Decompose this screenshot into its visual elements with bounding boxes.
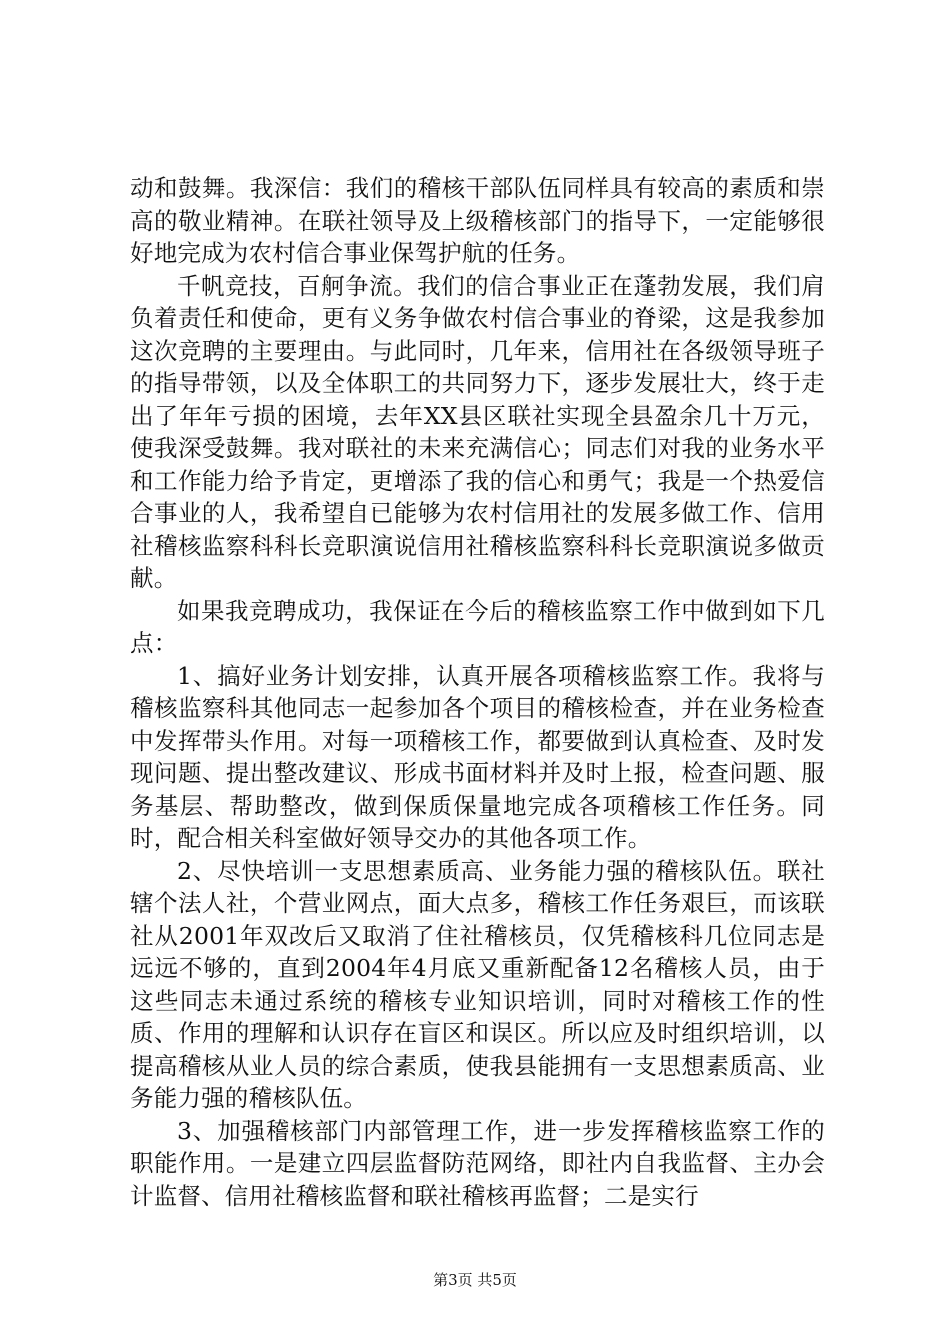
paragraph-commitment-intro: 如果我竞聘成功，我保证在今后的稽核监察工作中做到如下几点：	[130, 596, 825, 657]
paragraph-point-2: 2、尽快培训一支思想素质高、业务能力强的稽核队伍。联社辖个法人社，个营业网点，面大点多，稽核工作任务艰巨，而该联社从2001年双改后又取消了住社稽核员，仅凭稽核科几位同志是远远不够的，直到2004年4月底又重新配备12名稽核人员，由于这些同志未通过系统的稽核专业知识培训，同时对稽核工作的性质、作用的理解和认识存在盲区和误区。所以应及时组织培训，以提高稽核从业人员的综合素质，使我县能拥有一支思想素质高、业务能力强的稽核队伍。	[130, 856, 825, 1112]
paragraph-point-1: 1、搞好业务计划安排，认真开展各项稽核监察工作。我将与稽核监察科其他同志一起参加各个项目的稽核检查，并在业务检查中发挥带头作用。对每一项稽核工作，都要做到认真检查、及时发现问题、提出整改建议、形成书面材料并及时上报，检查问题、服务基层、帮助整改，做到保质保量地完成各项稽核工作任务。同时，配合相关科室做好领导交办的其他各项工作。	[130, 661, 825, 852]
page-number-footer: 第3页 共5页	[433, 1271, 517, 1289]
paragraph-motivation: 千帆竞技，百舸争流。我们的信合事业正在蓬勃发展，我们肩负着责任和使命，更有义务争做农村信合事业的脊梁，这是我参加这次竞聘的主要理由。与此同时，几年来，信用社在各级领导班子的指导带领，以及全体职工的共同努力下，逐步发展壮大，终于走出了年年亏损的困境，去年XX县区联社实现全县盈余几十万元，使我深受鼓舞。我对联社的未来充满信心；同志们对我的业务水平和工作能力给予肯定，更增添了我的信心和勇气；我是一个热爱信合事业的人，我希望自已能够为农村信用社的发展多做工作、信用社稽核监察科科长竞职演说信用社稽核监察科科长竞职演说多做贡献。	[130, 271, 825, 592]
document-body	[130, 172, 825, 1212]
paragraph-point-3: 3、加强稽核部门内部管理工作，进一步发挥稽核监察工作的职能作用。一是建立四层监督防范网络，即社内自我监督、主办会计监督、信用社稽核监督和联社稽核再监督；二是实行	[130, 1116, 825, 1210]
paragraph-continuation: 动和鼓舞。我深信：我们的稽核干部队伍同样具有较高的素质和崇高的敬业精神。在联社领导及上级稽核部门的指导下，一定能够很好地完成为农村信合事业保驾护航的任务。	[130, 174, 825, 267]
